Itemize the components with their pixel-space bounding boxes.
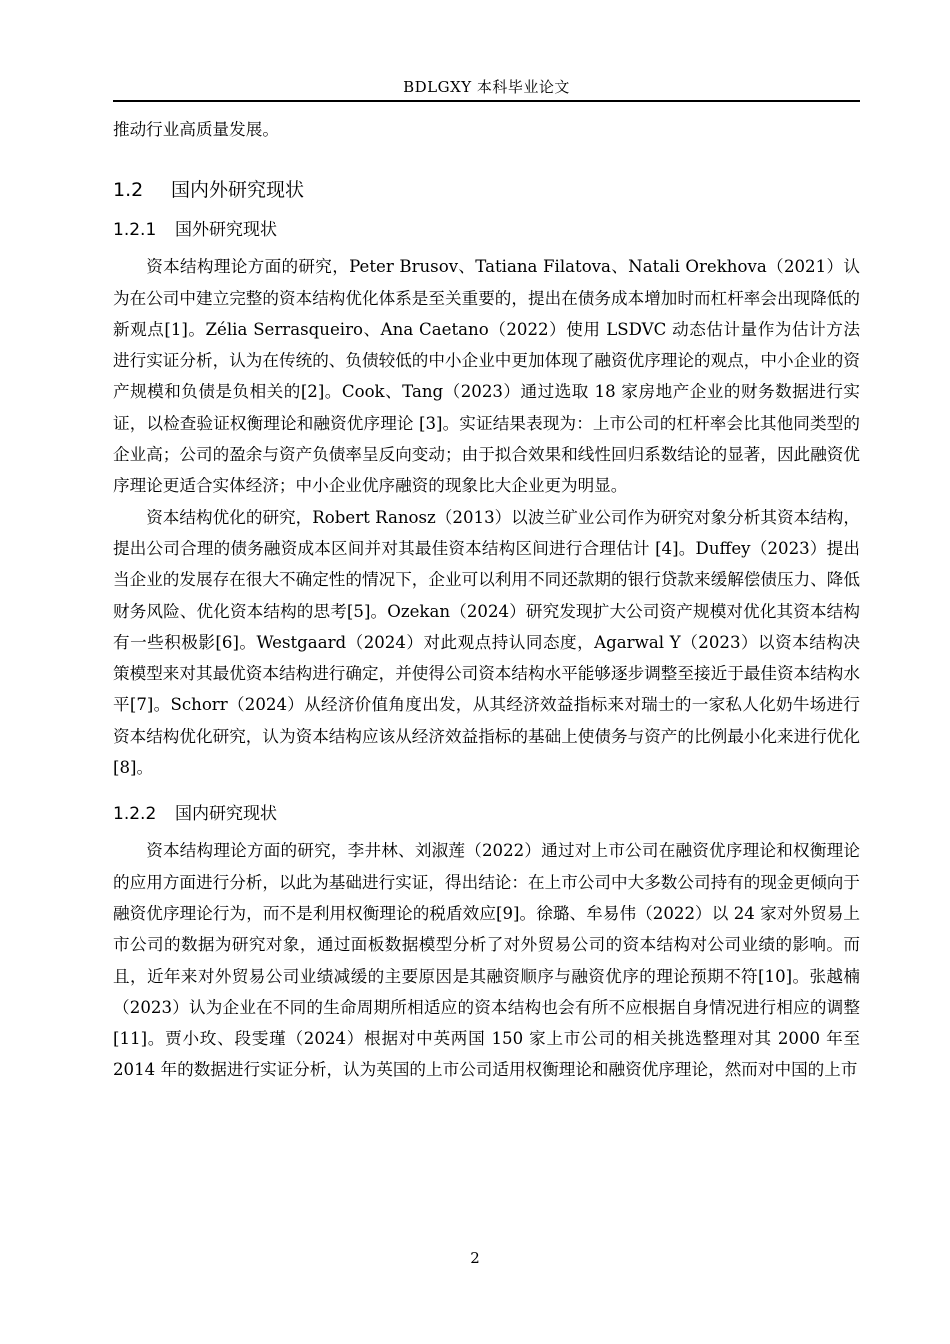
- subsection-heading-domestic: [113, 801, 860, 827]
- section-number: 1.2: [113, 179, 144, 202]
- section-heading: [113, 177, 860, 203]
- page-number: 2: [470, 1249, 480, 1267]
- section-title: 国内外研究现状: [171, 179, 305, 202]
- continuation-text: 推动行业高质量发展。: [113, 120, 279, 139]
- subsection-title: 国内研究现状: [175, 804, 277, 825]
- subsection-title: 国外研究现状: [175, 220, 277, 241]
- header-rule: [113, 100, 860, 102]
- body-content: [113, 114, 860, 1086]
- subsection-number: 1.2.1: [113, 220, 157, 241]
- subsection-number: 1.2.2: [113, 804, 157, 825]
- running-header: BDLGXY 本科毕业论文: [403, 78, 570, 96]
- subsection-heading-foreign: [113, 217, 860, 243]
- paragraph: 资本结构理论方面的研究，Peter Brusov、Tatiana Filatova、Natali Orekhova（2021）认为在公司中建立完整的资本结构优化体系是至关重要的，提出在债务成本增加时而杠杆率会出现降低的新观点[1]。Zélia Serrasqueiro、Ana Caetano（2022）使用 LSDVC 动态估计量作为估计方法进行实证分析，认为在传统的、负债较低的中小企业中更加体现了融资优序理论的观点，中小企业的资产规模和负债是负相关的[2]。Cook、Tang（2023）通过选取 18 家房地产企业的财务数据进行实证，以检查验证权衡理论和融资优序理论 [3]。实证结果表现为：上市公司的杠杆率会比其他同类型的企业高；公司的盈余与资产负债率呈反向变动；由于拟合效果和线性回归系数结论的显著，因此融资优序理论更适合实体经济；中小企业优序融资的现象比大企业更为明显。: [113, 257, 860, 496]
- paragraph: 资本结构理论方面的研究，李井林、刘淑莲（2022）通过对上市公司在融资优序理论和权衡理论的应用方面进行分析，以此为基础进行实证，得出结论：在上市公司中大多数公司持有的现金更倾向于融资优序理论行为，而不是利用权衡理论的税盾效应[9]。徐璐、牟易伟（2022）以 24 家对外贸易上市公司的数据为研究对象，通过面板数据模型分析了对外贸易公司的资本结构对公司业绩的影响。而且，近年来对外贸易公司业绩减缓的主要原因是其融资顺序与融资优序的理论预期不符[10]。张越楠（2023）认为企业在不同的生命周期所相适应的资本结构也会有所不应根据自身情况进行相应的调整[11]。贾小玫、段雯瑾（2024）根据对中英两国 150 家上市公司的相关挑选整理对其 2000 年至 2014 年的数据进行实证分析，认为英国的上市公司适用权衡理论和融资优序理论，然而对中国的上市: [113, 841, 860, 1080]
- paragraph: 资本结构优化的研究，Robert Ranosz（2013）以波兰矿业公司作为研究对象分析其资本结构，提出公司合理的债务融资成本区间并对其最佳资本结构区间进行合理估计 [4]。Duffey（2023）提出当企业的发展存在很大不确定性的情况下，企业可以利用不同还款期的银行贷款来缓解偿债压力、降低财务风险、优化资本结构的思考[5]。Ozekan（2024）研究发现扩大公司资产规模对优化其资本结构有一些积极影[6]。Westgaard（2024）对此观点持认同态度，Agarwal Y（2023）以资本结构决策模型来对其最优资本结构进行确定，并使得公司资本结构水平能够逐步调整至接近于最佳资本结构水平[7]。Schorr（2024）从经济价值角度出发，从其经济效益指标来对瑞士的一家私人化奶牛场进行资本结构优化研究，认为资本结构应该从经济效益指标的基础上使债务与资产的比例最小化来进行优化[8]。: [113, 507, 860, 778]
